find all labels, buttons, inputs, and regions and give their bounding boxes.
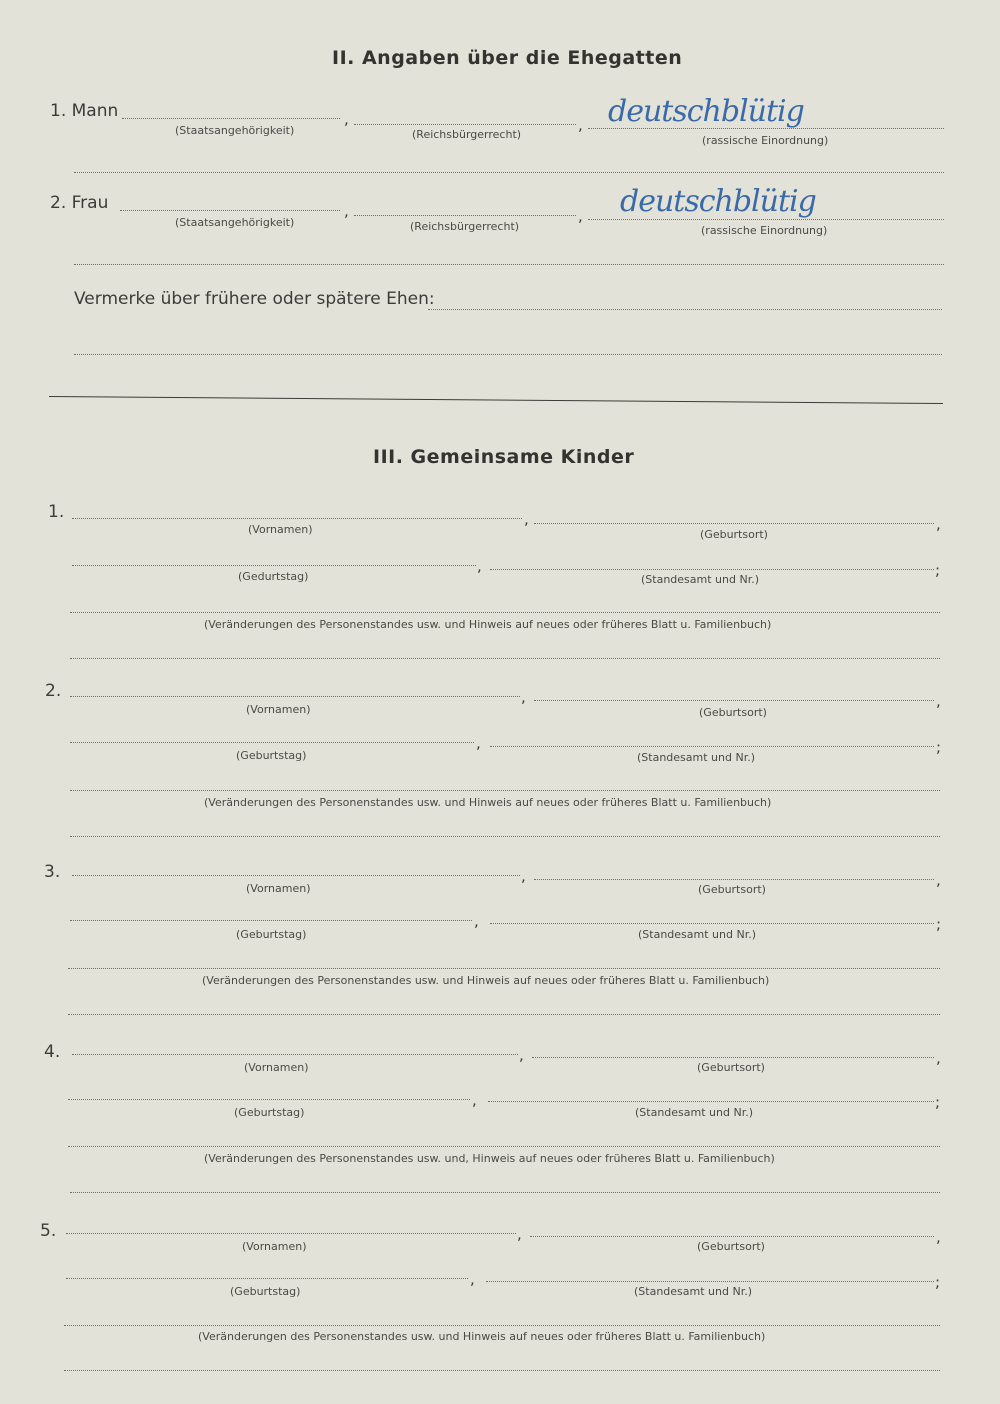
standesamt-caption: (Standesamt und Nr.) [635,1106,753,1119]
geburtstag-field[interactable] [66,1278,468,1279]
geburtstag-field[interactable] [72,565,476,566]
mann-staatsangehoerigkeit-caption: (Staatsangehörigkeit) [175,124,295,137]
geburtsort-field[interactable] [534,523,934,524]
child-number: 3. [44,862,61,882]
standesamt-caption: (Standesamt und Nr.) [641,573,759,586]
geburtstag-caption: (Geburtstag) [230,1285,301,1298]
frau-handwritten-entry: deutschblütig [620,184,816,219]
mann-label: 1. Mann [50,101,119,121]
vornamen-field[interactable] [72,1054,518,1055]
geburtsort-caption: (Geburtsort) [698,883,766,896]
geburtsort-field[interactable] [534,700,934,701]
veraenderungen-field-2[interactable] [64,1370,940,1371]
vermerke-field-1[interactable] [428,309,942,310]
veraenderungen-field[interactable] [68,968,940,969]
veraenderungen-field-2[interactable] [70,658,940,659]
geburtsort-field[interactable] [532,1057,934,1058]
vornamen-caption: (Vornamen) [244,1061,309,1074]
veraenderungen-field-2[interactable] [70,836,940,837]
standesamt-caption: (Standesamt und Nr.) [637,751,755,764]
geburtstag-caption: (Geburtstag) [234,1106,305,1119]
vornamen-field[interactable] [72,875,520,876]
mann-reichsbuergerrecht-field[interactable] [354,124,576,125]
geburtsort-caption: (Geburtsort) [697,1240,765,1253]
veraenderungen-caption: (Veränderungen des Personenstandes usw. und Hinweis auf neues oder früheres Blatt u. Familienbuch) [198,1330,766,1343]
veraenderungen-caption: (Veränderungen des Personenstandes usw. und Hinweis auf neues oder früheres Blatt u. Familienbuch) [204,796,772,809]
standesamt-field[interactable] [490,923,934,924]
frau-staatsangehoerigkeit-field[interactable] [120,210,340,211]
child-number: 1. [48,502,65,522]
vornamen-field[interactable] [66,1233,516,1234]
standesamt-field[interactable] [490,746,934,747]
child-number: 4. [44,1042,61,1062]
veraenderungen-field[interactable] [68,1146,940,1147]
mann-rassische-caption: (rassische Einordnung) [702,134,829,147]
veraenderungen-field[interactable] [70,612,940,613]
veraenderungen-caption: (Veränderungen des Personenstandes usw. und Hinweis auf neues oder früheres Blatt u. Familienbuch) [202,974,770,987]
section-divider [49,396,943,404]
geburtsort-caption: (Geburtsort) [700,528,768,541]
geburtstag-caption: (Geburtstag) [236,749,307,762]
frau-label: 2. Frau [50,193,109,213]
veraenderungen-caption: (Veränderungen des Personenstandes usw. und, Hinweis auf neues oder früheres Blatt u. Familienbuch) [204,1152,775,1165]
geburtstag-field[interactable] [68,1099,470,1100]
vermerke-field-2[interactable] [74,354,942,355]
veraenderungen-field[interactable] [64,1325,940,1326]
mann-handwritten-entry: deutschblütig [608,94,804,129]
geburtstag-field[interactable] [70,920,472,921]
frau-rassische-einordnung-field[interactable] [588,219,944,220]
vermerke-label: Vermerke über frühere oder spätere Ehen: [74,289,435,309]
standesamt-field[interactable] [488,1101,934,1102]
frau-reichsbuergerrecht-caption: (Reichsbürgerrecht) [410,220,520,233]
standesamt-field[interactable] [486,1281,934,1282]
frau-extra-line[interactable] [74,264,944,265]
geburtstag-field[interactable] [70,742,474,743]
vornamen-caption: (Vornamen) [246,703,311,716]
mann-reichsbuergerrecht-caption: (Reichsbürgerrecht) [412,128,522,141]
vornamen-caption: (Vornamen) [242,1240,307,1253]
standesamt-caption: (Standesamt und Nr.) [638,928,756,941]
vornamen-caption: (Vornamen) [248,523,313,536]
vornamen-field[interactable] [70,696,520,697]
standesamt-field[interactable] [490,569,934,570]
section-3-heading: III. Gemeinsame Kinder [373,446,635,468]
geburtsort-caption: (Geburtsort) [697,1061,765,1074]
section-2-heading: II. Angaben über die Ehegatten [332,47,683,69]
geburtsort-field[interactable] [534,879,934,880]
geburtsort-caption: (Geburtsort) [699,706,767,719]
geburtstag-caption: (Gedurtstag) [238,570,309,583]
child-number: 2. [45,681,62,701]
frau-reichsbuergerrecht-field[interactable] [354,215,576,216]
geburtstag-caption: (Geburtstag) [236,928,307,941]
mann-staatsangehoerigkeit-field[interactable] [122,118,340,119]
vornamen-field[interactable] [72,518,522,519]
veraenderungen-caption: (Veränderungen des Personenstandes usw. und Hinweis auf neues oder früheres Blatt u. Familienbuch) [204,618,772,631]
veraenderungen-field-2[interactable] [68,1014,940,1015]
veraenderungen-field[interactable] [70,790,940,791]
child-number: 5. [40,1221,57,1241]
vornamen-caption: (Vornamen) [246,882,311,895]
veraenderungen-field-2[interactable] [70,1192,940,1193]
frau-staatsangehoerigkeit-caption: (Staatsangehörigkeit) [175,216,295,229]
frau-rassische-caption: (rassische Einordnung) [701,224,828,237]
geburtsort-field[interactable] [530,1236,934,1237]
mann-extra-line[interactable] [74,172,944,173]
standesamt-caption: (Standesamt und Nr.) [634,1285,752,1298]
